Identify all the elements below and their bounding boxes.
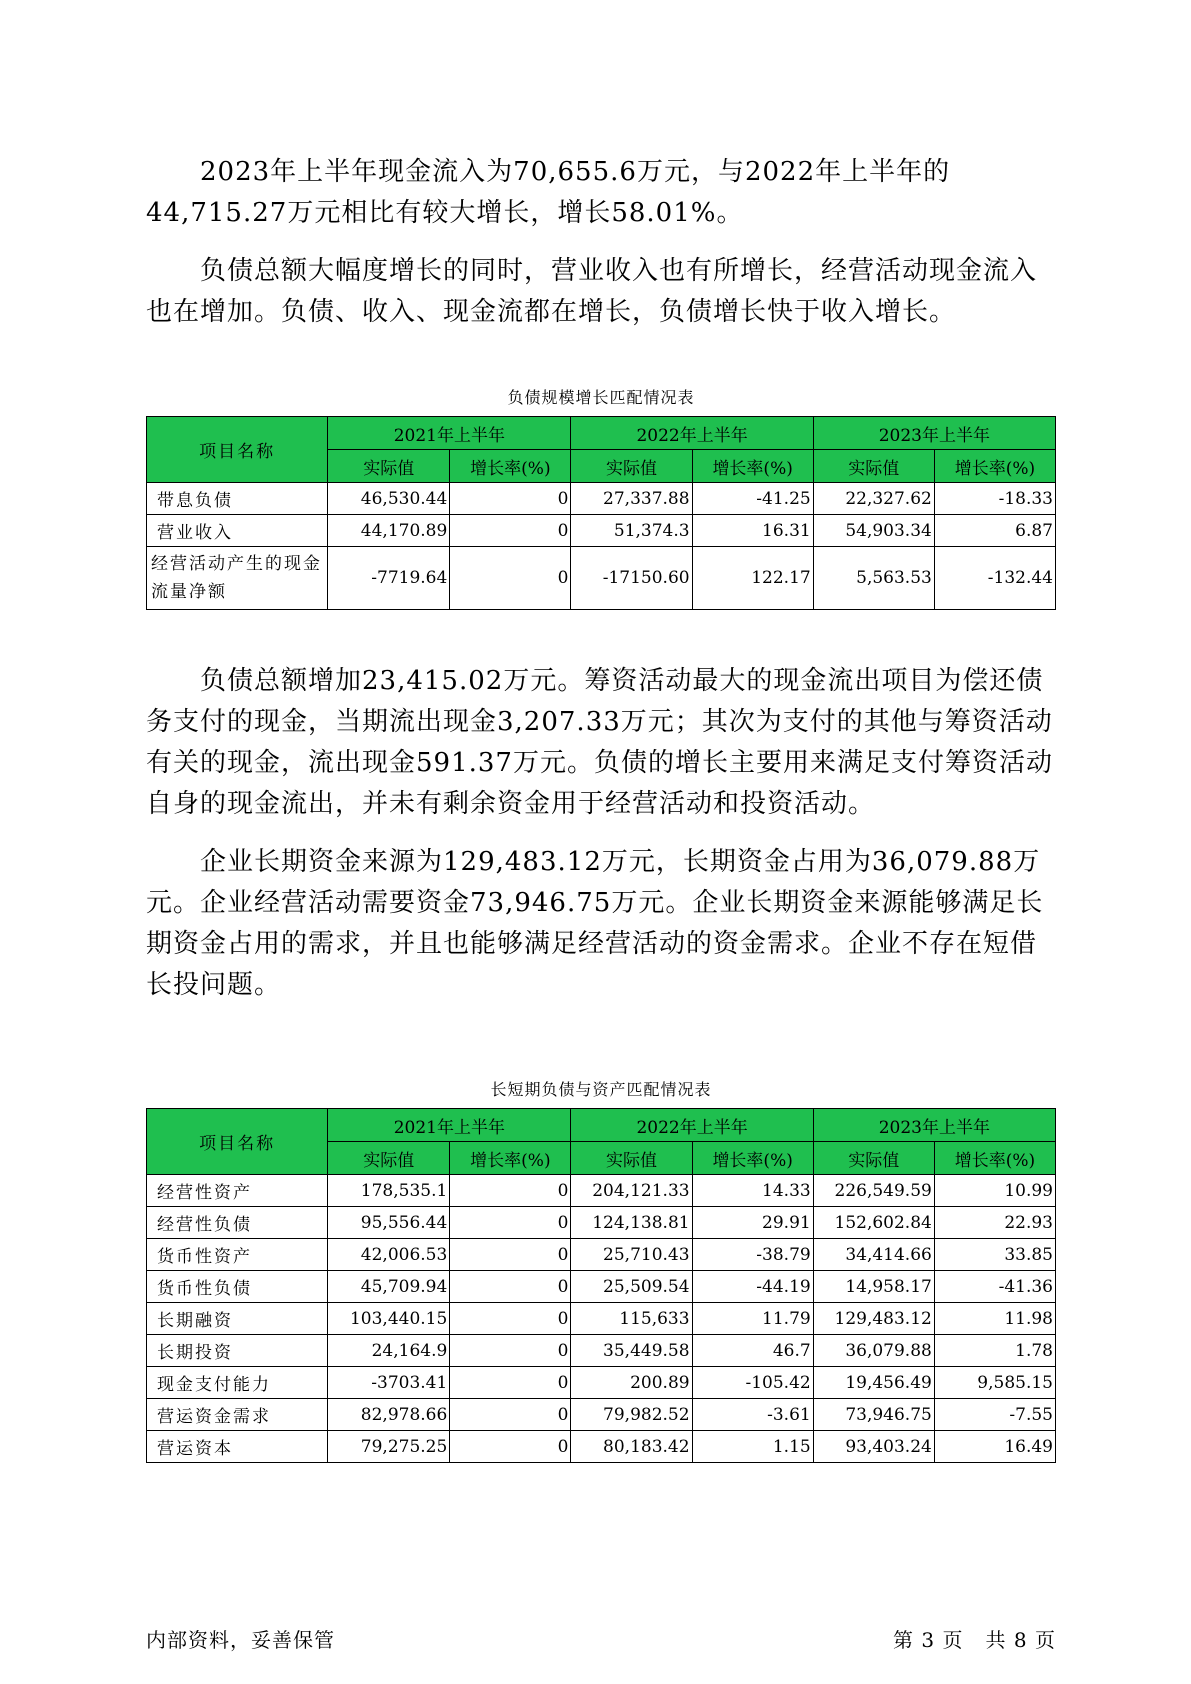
cell-value: 16.49 — [934, 1431, 1055, 1463]
row-name: 长期投资 — [147, 1335, 328, 1367]
table2-period-2021: 2021年上半年 — [328, 1109, 571, 1142]
row-name: 营业收入 — [147, 515, 328, 547]
cell-value: 11.98 — [934, 1303, 1055, 1335]
cell-value: 5,563.53 — [813, 547, 934, 610]
table2-period-2022: 2022年上半年 — [571, 1109, 813, 1142]
cell-value: 44,170.89 — [328, 515, 450, 547]
cell-value: 79,982.52 — [571, 1399, 692, 1431]
cell-value: 0 — [450, 1431, 571, 1463]
cell-value: 103,440.15 — [328, 1303, 450, 1335]
cell-value: 0 — [450, 547, 571, 610]
cell-value: 46,530.44 — [328, 483, 450, 515]
table2-name-header: 项目名称 — [147, 1109, 328, 1175]
cell-value: 0 — [450, 1239, 571, 1271]
paragraph-long-term-funds: 企业长期资金来源为129,483.12万元，长期资金占用为36,079.88万元。企业经营活动需要资金73,946.75万元。企业长期资金来源能够满足长期资金占用的需求，并且也能够满足经营活动的资金需求。企业不存在短借长投问题。 — [146, 847, 1044, 1000]
cell-value: 25,509.54 — [571, 1271, 692, 1303]
cell-value: 0 — [450, 1207, 571, 1239]
table1-sub-rate: 增长率(%) — [692, 450, 813, 483]
cell-value: 14,958.17 — [813, 1271, 934, 1303]
cell-value: 0 — [450, 1303, 571, 1335]
cell-value: -38.79 — [692, 1239, 813, 1271]
cell-value: 19,456.49 — [813, 1367, 934, 1399]
paragraph-cash-inflow: 2023年上半年现金流入为70,655.6万元，与2022年上半年的44,715.27万元相比有较大增长，增长58.01%。 — [146, 157, 951, 228]
cell-value: -7719.64 — [328, 547, 450, 610]
table1-sub-rate: 增长率(%) — [450, 450, 571, 483]
cell-value: -18.33 — [934, 483, 1055, 515]
table-row — [147, 1175, 1056, 1207]
cell-value: 11.79 — [692, 1303, 813, 1335]
cell-value: 80,183.42 — [571, 1431, 692, 1463]
cell-value: -44.19 — [692, 1271, 813, 1303]
row-name: 经营性负债 — [147, 1207, 328, 1239]
cell-value: 79,275.25 — [328, 1431, 450, 1463]
cell-value: 200.89 — [571, 1367, 692, 1399]
cell-value: 226,549.59 — [813, 1175, 934, 1207]
cell-value: -3703.41 — [328, 1367, 450, 1399]
footer-page-number: 第 3 页 共 8 页 — [893, 1628, 1056, 1652]
row-name: 经营活动产生的现金流量净额 — [147, 547, 328, 610]
row-name: 货币性负债 — [147, 1271, 328, 1303]
cell-value: 178,535.1 — [328, 1175, 450, 1207]
cell-value: 0 — [450, 483, 571, 515]
table-row — [147, 1367, 1056, 1399]
cell-value: 93,403.24 — [813, 1431, 934, 1463]
table1-sub-rate: 增长率(%) — [934, 450, 1055, 483]
cell-value: 0 — [450, 1175, 571, 1207]
cell-value: 0 — [450, 1335, 571, 1367]
cell-value: -41.25 — [692, 483, 813, 515]
cell-value: 73,946.75 — [813, 1399, 934, 1431]
cell-value: 115,633 — [571, 1303, 692, 1335]
cell-value: 29.91 — [692, 1207, 813, 1239]
table1-sub-actual: 实际值 — [813, 450, 934, 483]
table1-name-header: 项目名称 — [147, 417, 328, 483]
table2-sub-actual: 实际值 — [328, 1142, 450, 1175]
table2-sub-actual: 实际值 — [571, 1142, 692, 1175]
cell-value: -105.42 — [692, 1367, 813, 1399]
row-name: 现金支付能力 — [147, 1367, 328, 1399]
table1-sub-actual: 实际值 — [571, 450, 692, 483]
row-name: 带息负债 — [147, 483, 328, 515]
row-name: 经营性资产 — [147, 1175, 328, 1207]
footer-confidential-note: 内部资料，妥善保管 — [146, 1628, 335, 1652]
table2-caption: 长短期负债与资产匹配情况表 — [490, 1080, 712, 1099]
cell-value: 0 — [450, 1399, 571, 1431]
table-row — [147, 1239, 1056, 1271]
cell-value: 42,006.53 — [328, 1239, 450, 1271]
debt-growth-table — [146, 416, 1056, 610]
cell-value: 82,978.66 — [328, 1399, 450, 1431]
cell-value: 33.85 — [934, 1239, 1055, 1271]
cell-value: 95,556.44 — [328, 1207, 450, 1239]
cell-value: 1.15 — [692, 1431, 813, 1463]
cell-value: 14.33 — [692, 1175, 813, 1207]
table-row — [147, 483, 1056, 515]
cell-value: -3.61 — [692, 1399, 813, 1431]
cell-value: 34,414.66 — [813, 1239, 934, 1271]
cell-value: 27,337.88 — [571, 483, 692, 515]
cell-value: -132.44 — [934, 547, 1055, 610]
paragraph-debt-growth: 负债总额大幅度增长的同时，营业收入也有所增长，经营活动现金流入也在增加。负债、收入、现金流都在增长，负债增长快于收入增长。 — [146, 256, 1038, 327]
row-name: 货币性资产 — [147, 1239, 328, 1271]
cell-value: -17150.60 — [571, 547, 692, 610]
row-name: 长期融资 — [147, 1303, 328, 1335]
cell-value: 10.99 — [934, 1175, 1055, 1207]
table-row — [147, 547, 1056, 610]
debt-asset-match-table — [146, 1108, 1056, 1463]
table-row — [147, 515, 1056, 547]
table2-sub-rate: 增长率(%) — [450, 1142, 571, 1175]
cell-value: 204,121.33 — [571, 1175, 692, 1207]
cell-value: 35,449.58 — [571, 1335, 692, 1367]
cell-value: 22.93 — [934, 1207, 1055, 1239]
table-row — [147, 1431, 1056, 1463]
cell-value: 6.87 — [934, 515, 1055, 547]
row-name: 营运资金需求 — [147, 1399, 328, 1431]
cell-value: 122.17 — [692, 547, 813, 610]
table1-period-2022: 2022年上半年 — [571, 417, 813, 450]
cell-value: 0 — [450, 1367, 571, 1399]
cell-value: 51,374.3 — [571, 515, 692, 547]
table-row — [147, 1303, 1056, 1335]
cell-value: 36,079.88 — [813, 1335, 934, 1367]
table-row — [147, 1335, 1056, 1367]
cell-value: 16.31 — [692, 515, 813, 547]
cell-value: -41.36 — [934, 1271, 1055, 1303]
table1-period-header-row — [147, 417, 1056, 450]
cell-value: 0 — [450, 1271, 571, 1303]
table2-period-header-row — [147, 1109, 1056, 1142]
cell-value: 54,903.34 — [813, 515, 934, 547]
cell-value: 129,483.12 — [813, 1303, 934, 1335]
table-row — [147, 1271, 1056, 1303]
table-row — [147, 1207, 1056, 1239]
cell-value: 46.7 — [692, 1335, 813, 1367]
cell-value: 25,710.43 — [571, 1239, 692, 1271]
paragraph-debt-increase: 负债总额增加23,415.02万元。筹资活动最大的现金流出项目为偿还债务支付的现金，当期流出现金3,207.33万元；其次为支付的其他与筹资活动有关的现金，流出现金591.37万元。负债的增长主要用来满足支付筹资活动自身的现金流出，并未有剩余资金用于经营活动和投资活动。 — [146, 666, 1053, 819]
cell-value: 1.78 — [934, 1335, 1055, 1367]
cell-value: 124,138.81 — [571, 1207, 692, 1239]
table2-sub-rate: 增长率(%) — [934, 1142, 1055, 1175]
cell-value: 152,602.84 — [813, 1207, 934, 1239]
cell-value: 9,585.15 — [934, 1367, 1055, 1399]
cell-value: 24,164.9 — [328, 1335, 450, 1367]
table2-period-2023: 2023年上半年 — [813, 1109, 1055, 1142]
table2-sub-rate: 增长率(%) — [692, 1142, 813, 1175]
table1-sub-actual: 实际值 — [328, 450, 450, 483]
cell-value: 0 — [450, 515, 571, 547]
table-row — [147, 1399, 1056, 1431]
cell-value: 45,709.94 — [328, 1271, 450, 1303]
row-name: 营运资本 — [147, 1431, 328, 1463]
table1-period-2021: 2021年上半年 — [328, 417, 571, 450]
table1-period-2023: 2023年上半年 — [813, 417, 1055, 450]
table2-sub-actual: 实际值 — [813, 1142, 934, 1175]
cell-value: 22,327.62 — [813, 483, 934, 515]
cell-value: -7.55 — [934, 1399, 1055, 1431]
table1-caption: 负债规模增长匹配情况表 — [507, 388, 695, 407]
